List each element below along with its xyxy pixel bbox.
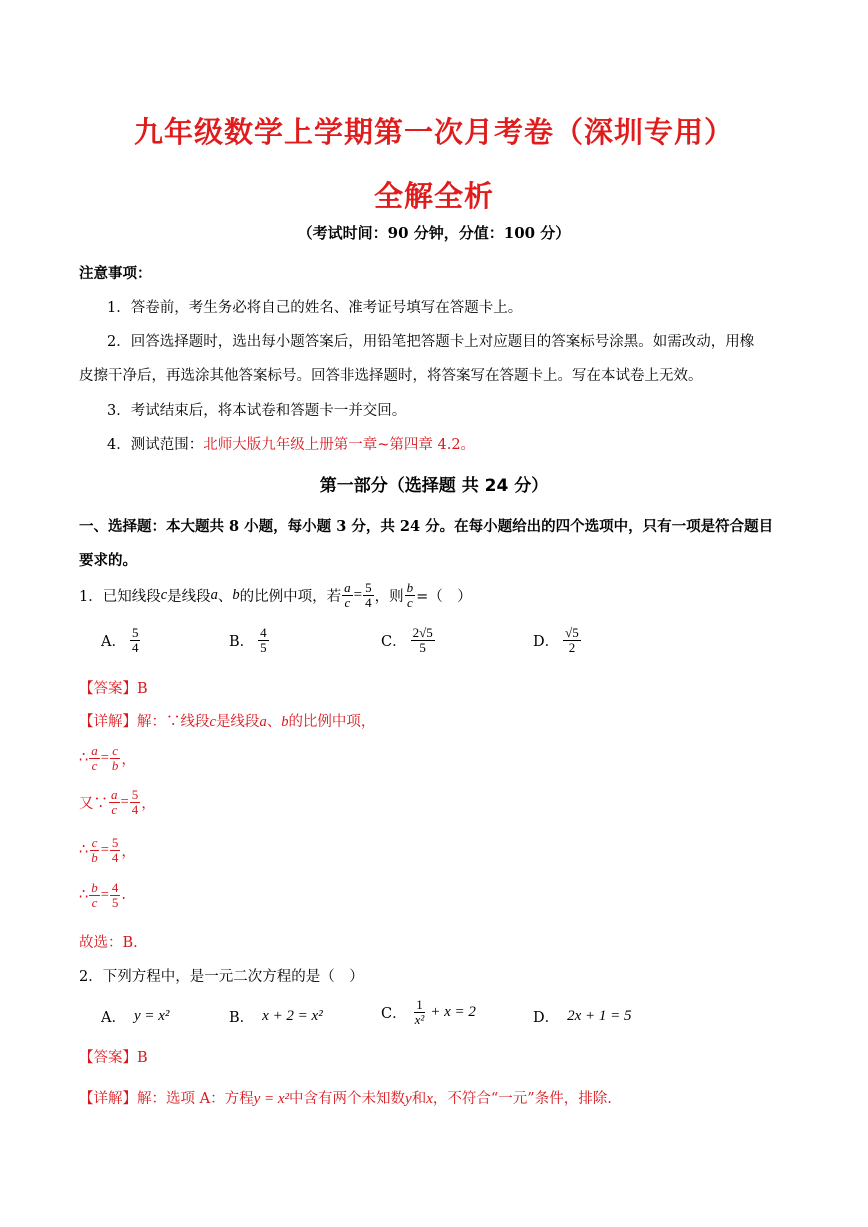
q2-detail-expr: y = x² bbox=[253, 1091, 290, 1107]
q1-answer-tag: 【答案】 bbox=[79, 681, 137, 697]
q2-detail-text-2: 中含有两个未知数 bbox=[289, 1091, 406, 1107]
q2-option-b bbox=[229, 1006, 323, 1027]
q1-step-1-left: $\frac{a}{c}$ bbox=[91, 743, 98, 773]
q1-step-2-equals: = bbox=[120, 793, 129, 810]
q2-option-c-fraction: $\frac{1}{\text{x²}}$ bbox=[414, 997, 425, 1027]
q1-step-1 bbox=[79, 744, 136, 772]
notes-heading: 注意事项： bbox=[79, 265, 152, 282]
q1-step-2-comma: ， bbox=[141, 795, 156, 812]
q1-step-2-left: $\frac{a}{c}$ bbox=[111, 787, 118, 817]
q1-stem-mid-1: 是线段 bbox=[167, 588, 211, 605]
therefore-symbol: ∴ bbox=[79, 842, 89, 859]
q2-option-a bbox=[101, 1006, 169, 1027]
q1-option-d bbox=[533, 626, 582, 654]
q1-detail-text-2: 是线段 bbox=[215, 714, 260, 730]
q2-option-b-label: B． bbox=[229, 1010, 255, 1026]
therefore-symbol: ∴ bbox=[79, 750, 89, 767]
q1-step-3-right: $\frac{5}{4}$ bbox=[111, 835, 119, 865]
q2-option-c bbox=[381, 998, 476, 1026]
q1-option-b-label: B． bbox=[229, 633, 255, 650]
q1-detail-text-3: 的比例中项， bbox=[288, 714, 376, 730]
q2-option-c-label: C． bbox=[381, 1005, 407, 1022]
q1-answer-value: B bbox=[137, 681, 148, 697]
q1-option-a-value: $\frac{5}{4}$ bbox=[131, 625, 139, 655]
q2-option-a-expr: y = x² bbox=[133, 1008, 170, 1024]
q1-stem-mid-2: 的比例中项，若 bbox=[239, 588, 342, 605]
question-1-stem bbox=[79, 581, 472, 609]
because-symbol: 又∵ bbox=[79, 795, 108, 812]
q1-step-2 bbox=[79, 788, 156, 816]
q2-option-c-rest: + x = 2 bbox=[430, 1003, 476, 1020]
q2-option-d-expr: 2x + 1 = 5 bbox=[567, 1008, 632, 1024]
q1-option-b-value: $\frac{4}{5}$ bbox=[260, 625, 267, 655]
section-instruction-line-1: 一、选择题：本大题共 8 小题，每小题 3 分，共 24 分。在每小题给出的四个选项中，只有一项是符合题目 bbox=[79, 518, 774, 535]
q1-var-c: c bbox=[160, 586, 168, 603]
section-instruction-line-2: 要求的。 bbox=[79, 552, 137, 569]
q1-conclusion: 故选：B. bbox=[79, 935, 138, 951]
notes-item-4-range: 北师大版九年级上册第一章~第四章 4.2。 bbox=[203, 437, 476, 453]
q1-sep: 、 bbox=[217, 588, 233, 605]
q1-option-d-value: $\frac{√5}{2}$ bbox=[565, 625, 579, 655]
q1-stem-suffix: =（ ） bbox=[416, 588, 472, 605]
q1-detail-tag: 【详解】 bbox=[79, 714, 137, 730]
q2-detail-text-1: 解：选项 A：方程 bbox=[137, 1091, 254, 1107]
notes-item-1: 1．答卷前，考生务必将自己的姓名、准考证号填写在答题卡上。 bbox=[107, 300, 523, 316]
notes-item-4 bbox=[107, 433, 475, 454]
q1-step-3-left: $\frac{c}{b}$ bbox=[91, 835, 98, 865]
q1-stem-mid-3: ，则 bbox=[374, 588, 404, 605]
q1-step-3 bbox=[79, 836, 136, 864]
question-2-stem: 2．下列方程中，是一元二次方程的是（ ） bbox=[79, 969, 364, 985]
therefore-symbol: ∴ bbox=[79, 887, 89, 904]
q1-step-1-right: $\frac{c}{b}$ bbox=[111, 743, 119, 773]
q2-option-d bbox=[533, 1006, 632, 1027]
q2-option-a-label: A． bbox=[101, 1010, 126, 1026]
q1-var-a: a bbox=[210, 586, 218, 603]
q1-detail-var-b: b bbox=[281, 714, 289, 730]
q1-detail-var-c: c bbox=[209, 714, 216, 730]
q1-given-fraction-left: $\frac{a}{c}$ bbox=[344, 580, 351, 610]
q1-given-equals: = bbox=[353, 586, 363, 603]
q2-option-b-expr: x + 2 = x² bbox=[262, 1008, 323, 1024]
q2-detail-var-y: y bbox=[405, 1091, 412, 1107]
q1-option-a bbox=[101, 626, 141, 654]
q1-answer bbox=[79, 677, 148, 698]
q2-detail-tag: 【详解】 bbox=[79, 1091, 137, 1107]
q1-option-c-value: $\frac{2√5}{5}$ bbox=[412, 625, 433, 655]
document-title: 九年级数学上学期第一次月考卷（深圳专用） bbox=[133, 115, 734, 149]
q1-ask-fraction: $\frac{b}{c}$ bbox=[406, 580, 414, 610]
exam-info: （考试时间：90 分钟，分值：100 分） bbox=[297, 224, 571, 242]
notes-item-2-line-1: 2．回答选择题时，选出每小题答案后，用铅笔把答题卡上对应题目的答案标号涂黑。如需改动，用橡 bbox=[107, 334, 755, 350]
q2-detail-var-x: x bbox=[426, 1091, 433, 1107]
q1-step-4 bbox=[79, 881, 126, 909]
section-title: 第一部分（选择题 共 24 分） bbox=[319, 476, 549, 496]
q1-step-2-right: $\frac{5}{4}$ bbox=[131, 787, 139, 817]
q1-step-1-comma: ， bbox=[121, 751, 136, 768]
q1-var-b: b bbox=[232, 586, 240, 603]
q2-answer-value: B bbox=[137, 1050, 148, 1066]
q1-stem-prefix: 1．已知线段 bbox=[79, 588, 161, 605]
q1-option-d-label: D． bbox=[533, 633, 560, 650]
q1-option-c-label: C． bbox=[381, 633, 407, 650]
q1-detail-intro bbox=[79, 710, 375, 731]
q1-step-1-equals: = bbox=[100, 749, 109, 766]
q1-step-3-equals: = bbox=[100, 841, 109, 858]
notes-item-4-prefix: 4．测试范围： bbox=[107, 437, 204, 453]
q1-given-fraction-right: $\frac{5}{4}$ bbox=[365, 580, 372, 610]
q2-detail bbox=[79, 1087, 612, 1108]
q1-option-c bbox=[381, 626, 436, 654]
q1-step-4-equals: = bbox=[100, 886, 109, 903]
q1-detail-sep: 、 bbox=[266, 714, 282, 730]
q1-step-3-comma: ， bbox=[121, 843, 136, 860]
q2-answer-tag: 【答案】 bbox=[79, 1050, 137, 1066]
q2-detail-text-4: ，不符合“一元”条件，排除. bbox=[432, 1091, 612, 1107]
q1-step-4-left: $\frac{b}{c}$ bbox=[91, 880, 98, 910]
q1-detail-var-a: a bbox=[259, 714, 267, 730]
notes-item-2-line-2: 皮擦干净后，再选涂其他答案标号。回答非选择题时，将答案写在答题卡上。写在本试卷上无效。 bbox=[79, 368, 703, 384]
q1-option-a-label: A． bbox=[101, 633, 126, 650]
q2-answer bbox=[79, 1046, 148, 1067]
q2-detail-text-3: 和 bbox=[411, 1091, 427, 1107]
q1-detail-text-1: 解：∵线段 bbox=[137, 714, 210, 730]
q1-option-b bbox=[229, 626, 270, 654]
document-subtitle: 全解全析 bbox=[373, 179, 494, 213]
notes-item-3: 3．考试结束后，将本试卷和答题卡一并交回。 bbox=[107, 403, 407, 419]
q1-step-4-period: . bbox=[121, 887, 127, 904]
q2-option-d-label: D． bbox=[533, 1010, 560, 1026]
q1-step-4-right: $\frac{4}{5}$ bbox=[111, 880, 119, 910]
